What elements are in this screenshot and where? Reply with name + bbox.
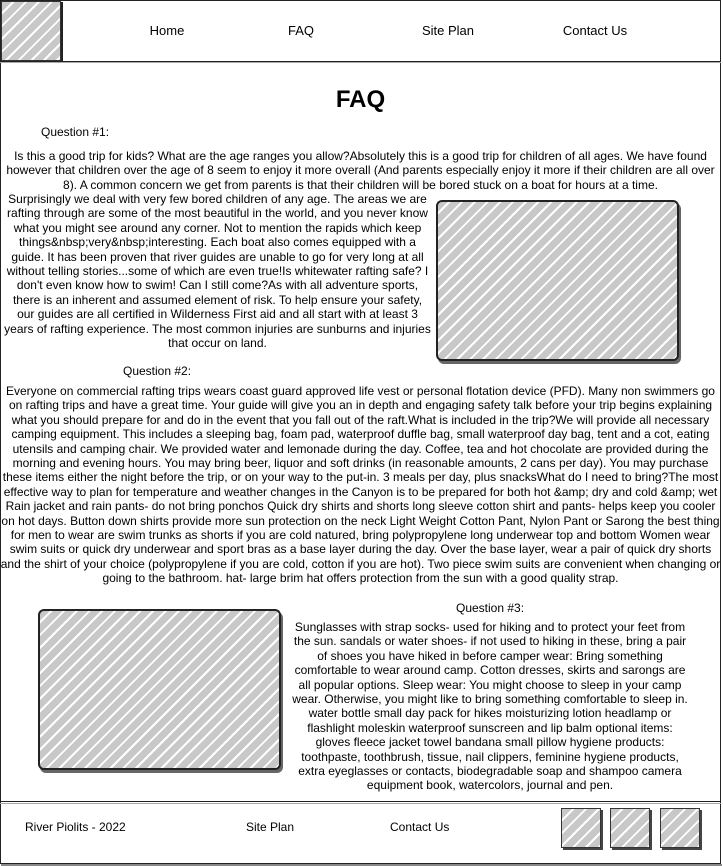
- question-3-body: Sunglasses with strap socks- used for hiking and to protect your feet from the sun. sandals or water shoes- if not used to hiking in these, bring a pair of shoes you have hiked in before camper wear: Bring something comfortable to wear around camp. Cotton dresses, skirts and sarongs are all popular options. Sleep wear: You might choose to sleep in your camp wear. Otherwise, you might like to bring something comfortable to sleep in. water bottle small day pack for hikes moisturizing lotion headlamp or flashlight moleskin waterproof sunscreen and lip balm optional items: gloves fleece jacket towel bandana small pillow hygiene products: toothpaste, toothbrush, tissue, nail clippers, feminine hygiene products, extra eyeglasses or contacts, biodegradable soap and shampoo camera equipment book, watercolors, journal and pen.: [292, 620, 688, 793]
- page-title: FAQ: [335, 86, 386, 113]
- nav-home-link[interactable]: Home: [149, 23, 185, 38]
- site-footer: [0, 801, 721, 864]
- social-icon-2[interactable]: [610, 808, 650, 848]
- nav-contact-link[interactable]: Contact Us: [562, 23, 628, 38]
- nav-faq-link[interactable]: FAQ: [287, 23, 315, 38]
- question-2-body: Everyone on commercial rafting trips wears coast guard approved life vest or personal flotation device (PFD). Many non swimmers go on rafting trips and have a great time. Your guide will give you an in depth and engaging safety talk before your trip begins explaining what you should prepare for and do in the event that you fall out of the raft.What is included in the trip?We will provide all necessary camping equipment. This includes a sleeping bag, foam pad, waterproof duffle bag, small waterproof day bag, tent and a cot, eating utensils and camping chair. We provided water and lemonade during the day. Coffee, tea and hot chocolate are provided during the morning and evening hours. You may bring beer, liquor and soft drinks (in reasonable amounts, 2 cans per day). You may purchase these items either the night before the trip, or on your way to the put-in. 3 meals per day, plus snacksWhat do I need to bring?The most effective way to plan for temperature and weather changes in the Canyon is to be prepared for both hot &amp; dry and cold &amp; wet Rain jacket and rain pants- do not bring ponchos Quick dry shirts and shorts long sleeve cotton shirt and pants- helps keep you cooler on hot days. Button down shirts provide more sun protection on the neck Light Weight Cotton Pant, Nylon Pant or Sarong the best thing for men to wear are swim trunks as shorts if you are cold natured, bring polypropylene long underwear top and bottom Women wear swim suits or quick dry underwear and sport bras as a base layer during the day. Over the base layer, wear a pair of quick dry shorts and the shirt of your choice (polypropylene if you are cold, cotton if you are hot). Two piece swim suits are convenient when changing or going to the bathroom. hat- large brim hat offers protection from the sun with a good quality strap.: [0, 384, 721, 586]
- question-1-intro: Is this a good trip for kids? What are the age ranges you allow?Absolutely this is a good trip for children of all ages. We have found however that children over the age of 8 seem to enjoy it more overall (And parents especially enjoy it more if their children are all over 8). A common concern we get from parents is that their children will be bored stuck on a boat for hours at a time.: [6, 149, 715, 192]
- footer-site-plan-link[interactable]: Site Plan: [246, 820, 295, 834]
- question-1-title: Question #1:: [41, 125, 110, 139]
- footer-contact-link[interactable]: Contact Us: [390, 820, 450, 834]
- question-1-image: [436, 200, 679, 361]
- question-2-title: Question #2:: [123, 364, 192, 378]
- social-icon-3[interactable]: [660, 808, 700, 848]
- footer-copyright: River Piolits - 2022: [25, 820, 126, 834]
- nav-site-plan-link[interactable]: Site Plan: [421, 23, 475, 38]
- logo-image[interactable]: [1, 1, 61, 61]
- question-3-image: [38, 609, 281, 770]
- social-icon-1[interactable]: [561, 808, 601, 848]
- question-1-body: Surprisingly we deal with very few bored children of any age. The areas we are rafting through are some of the most beautiful in the world, and you never know what you might see around any corner. Not to mention the rapids which keep things&nbsp;very&nbsp;interesting. Each boat also comes equipped with a guide. It has been proven that river guides are unable to go for very long at all without telling stories...some of which are even true!Is whitewater rafting safe? I don't even know how to swim! Can I still come?As with all adventure sports, there is an inherent and assumed element of risk. To help ensure your safety, our guides are all certified in Wilderness First aid and all start with at least 3 years of rafting experience. The most common injuries are sunburns and injuries that occur on land.: [4, 192, 431, 351]
- site-header: [0, 0, 721, 62]
- question-3-title: Question #3:: [456, 601, 525, 615]
